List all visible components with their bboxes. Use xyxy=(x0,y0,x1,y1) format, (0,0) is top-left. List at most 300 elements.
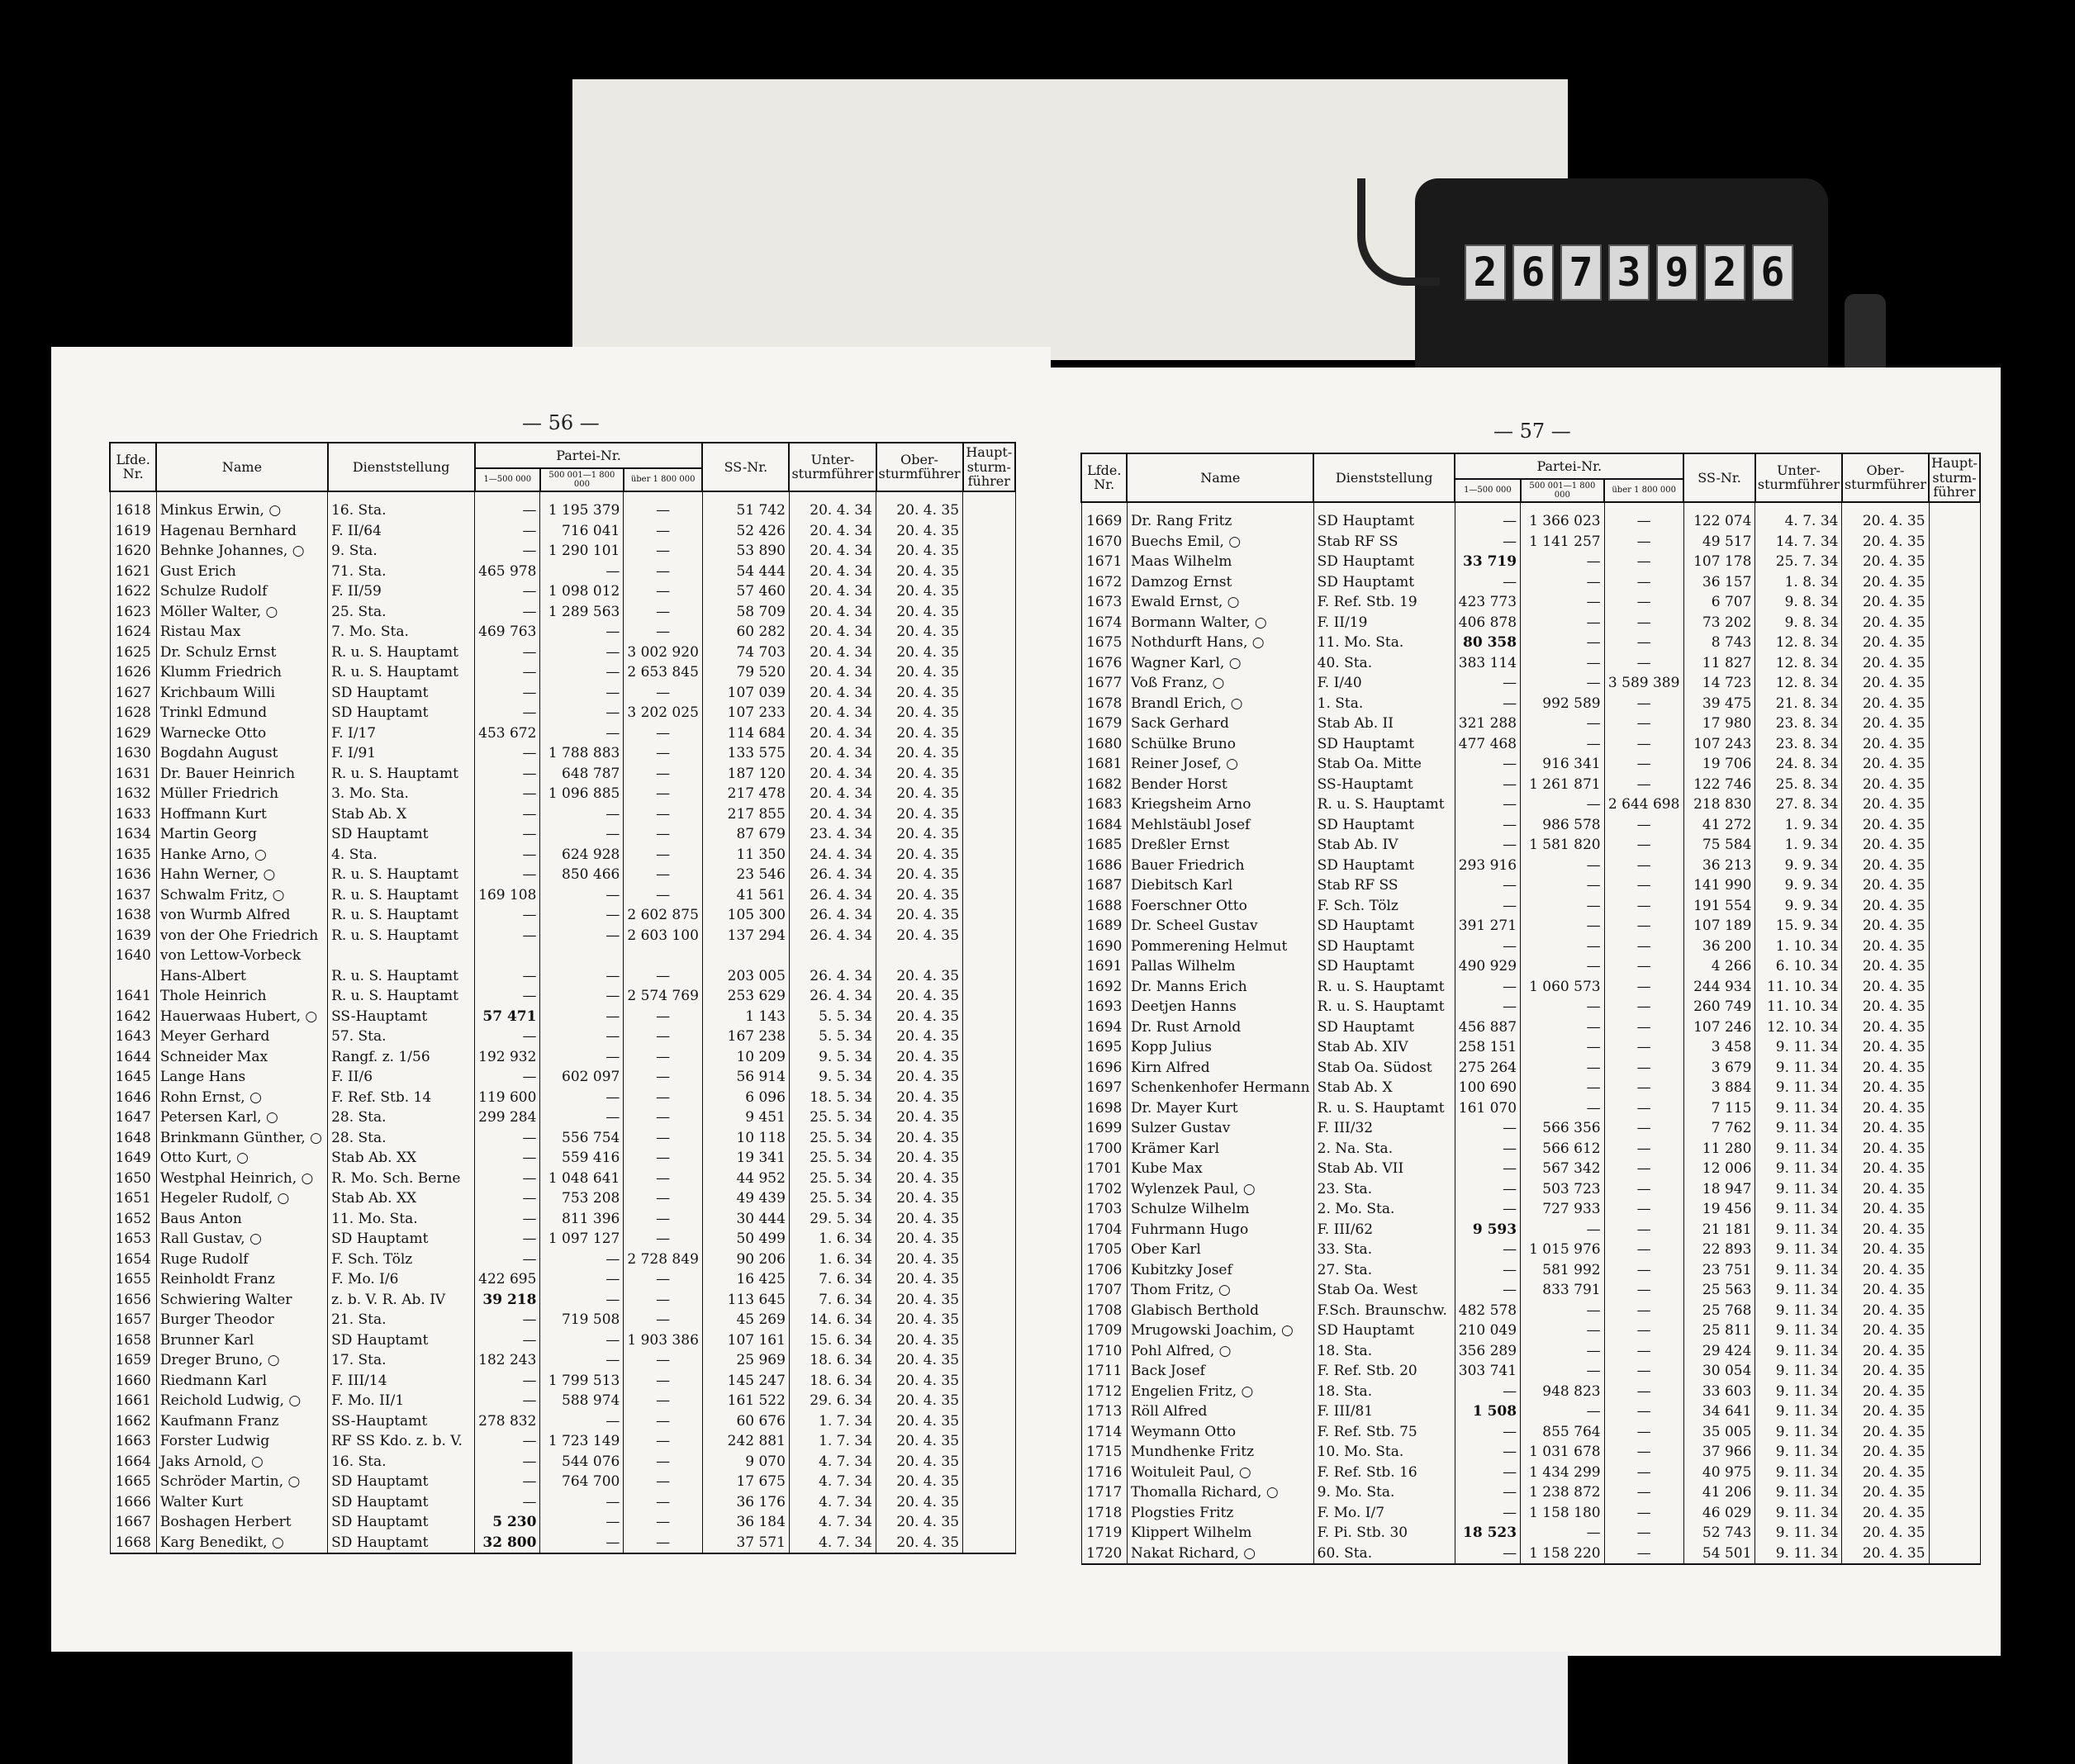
hauptsturmfuehrer-date-cell xyxy=(963,905,1015,926)
partei-nr-2-cell: 916 341 xyxy=(1521,754,1605,775)
dienststellung-cell: R. u. S. Hauptamt xyxy=(1313,794,1455,815)
partei-nr-2-cell: — xyxy=(1521,1078,1605,1098)
hauptsturmfuehrer-date-cell xyxy=(1929,1138,1980,1159)
partei-nr-1-cell: 456 887 xyxy=(1455,1017,1520,1037)
partei-nr-1-cell: 258 151 xyxy=(1455,1037,1520,1058)
name-cell: Kubitzky Josef xyxy=(1127,1259,1313,1280)
dienststellung-cell: SD Hauptamt xyxy=(1313,916,1455,937)
hauptsturmfuehrer-date-cell xyxy=(1929,1017,1980,1037)
name-cell: von der Ohe Friedrich xyxy=(156,925,327,946)
hauptsturmfuehrer-date-cell xyxy=(963,601,1015,622)
name-cell: Dr. Rang Fritz xyxy=(1127,502,1313,532)
table-row xyxy=(1081,733,1980,754)
partei-nr-2-cell: — xyxy=(1521,612,1605,633)
header-lfde-nr: Lfde. Nr. xyxy=(110,443,156,491)
partei-nr-1-cell: 9 593 xyxy=(1455,1219,1520,1240)
lfde-nr-cell: 1671 xyxy=(1081,552,1127,572)
lfde-nr-cell: 1693 xyxy=(1081,997,1127,1017)
untersturmfuehrer-date-cell: 9. 11. 34 xyxy=(1755,1078,1842,1098)
partei-nr-1-cell: 406 878 xyxy=(1455,612,1520,633)
untersturmfuehrer-date-cell: 12. 8. 34 xyxy=(1755,633,1842,653)
hauptsturmfuehrer-date-cell xyxy=(1929,1502,1980,1523)
untersturmfuehrer-date-cell: 9. 11. 34 xyxy=(1755,1482,1842,1503)
partei-nr-3-cell: — xyxy=(1604,1057,1683,1078)
ss-nr-cell: 107 189 xyxy=(1683,916,1755,937)
untersturmfuehrer-date-cell: 7. 6. 34 xyxy=(789,1289,876,1310)
ss-nr-cell: 90 206 xyxy=(702,1249,789,1269)
partei-nr-1-cell: 482 578 xyxy=(1455,1300,1520,1321)
lfde-nr-cell: 1670 xyxy=(1081,531,1127,552)
lfde-nr-cell: 1702 xyxy=(1081,1178,1127,1199)
hauptsturmfuehrer-date-cell xyxy=(963,1006,1015,1027)
hauptsturmfuehrer-date-cell xyxy=(963,1046,1015,1067)
partei-nr-1-cell: — xyxy=(475,703,540,723)
lfde-nr-cell: 1652 xyxy=(110,1208,156,1229)
name-cell: Otto Kurt, ○ xyxy=(156,1148,327,1169)
name-cell: Möller Walter, ○ xyxy=(156,601,327,622)
ss-nr-cell: 18 947 xyxy=(1683,1178,1755,1199)
partei-nr-3-cell: 3 002 920 xyxy=(624,642,703,662)
table-row xyxy=(1081,754,1980,775)
lfde-nr-cell: 1658 xyxy=(110,1330,156,1350)
untersturmfuehrer-date-cell: 4. 7. 34 xyxy=(1755,502,1842,532)
partei-nr-2-cell: — xyxy=(540,1350,624,1371)
hauptsturmfuehrer-date-cell xyxy=(1929,1300,1980,1321)
lfde-nr-cell: 1646 xyxy=(110,1087,156,1107)
partei-nr-3-cell: — xyxy=(1604,916,1683,937)
partei-nr-3-cell: — xyxy=(624,1067,703,1088)
partei-nr-1-cell: 57 471 xyxy=(475,1006,540,1027)
partei-nr-3-cell: — xyxy=(1604,1219,1683,1240)
ss-nr-cell: 75 584 xyxy=(1683,835,1755,856)
obersturmfuehrer-date-cell: 20. 4. 35 xyxy=(1842,1159,1929,1179)
obersturmfuehrer-date-cell: 20. 4. 35 xyxy=(1842,895,1929,916)
hauptsturmfuehrer-date-cell xyxy=(963,1310,1015,1330)
partei-nr-3-cell: — xyxy=(624,561,703,581)
partei-nr-1-cell: 119 600 xyxy=(475,1087,540,1107)
table-row xyxy=(1081,1017,1980,1037)
partei-nr-1-cell: — xyxy=(1455,531,1520,552)
ss-nr-cell: 218 830 xyxy=(1683,794,1755,815)
partei-nr-1-cell: — xyxy=(1455,835,1520,856)
name-cell: Krichbaum Willi xyxy=(156,682,327,703)
hauptsturmfuehrer-date-cell xyxy=(1929,814,1980,835)
ss-nr-cell: 36 213 xyxy=(1683,855,1755,875)
partei-nr-1-cell: — xyxy=(1455,571,1520,592)
partei-nr-2-cell: — xyxy=(1521,592,1605,613)
untersturmfuehrer-date-cell: 23. 8. 34 xyxy=(1755,714,1842,734)
untersturmfuehrer-date-cell: 1. 6. 34 xyxy=(789,1249,876,1269)
counter-digit: 9 xyxy=(1656,244,1698,301)
name-cell: Westphal Heinrich, ○ xyxy=(156,1168,327,1188)
lfde-nr-cell: 1673 xyxy=(1081,592,1127,613)
name-cell: Lange Hans xyxy=(156,1067,327,1088)
lfde-nr-cell: 1694 xyxy=(1081,1017,1127,1037)
partei-nr-1-cell: 321 288 xyxy=(1455,714,1520,734)
partei-nr-1-cell: — xyxy=(475,601,540,622)
name-cell: Schröder Martin, ○ xyxy=(156,1472,327,1492)
ss-nr-cell: 51 742 xyxy=(702,491,789,521)
lfde-nr-cell: 1661 xyxy=(110,1391,156,1411)
table-row xyxy=(110,1067,1015,1088)
partei-nr-3-cell: — xyxy=(624,804,703,824)
partei-nr-2-cell: 1 581 820 xyxy=(1521,835,1605,856)
header-partei-nr: Partei-Nr. xyxy=(1455,453,1683,479)
untersturmfuehrer-date-cell: 9. 11. 34 xyxy=(1755,1502,1842,1523)
name-cell: Thomalla Richard, ○ xyxy=(1127,1482,1313,1503)
lfde-nr-cell: 1664 xyxy=(110,1451,156,1472)
partei-nr-2-cell: — xyxy=(1521,1361,1605,1382)
dienststellung-cell: 18. Sta. xyxy=(1313,1381,1455,1401)
obersturmfuehrer-date-cell: 20. 4. 35 xyxy=(1842,673,1929,694)
partei-nr-3-cell: — xyxy=(624,541,703,562)
partei-nr-2-cell: 1 723 149 xyxy=(540,1431,624,1452)
ss-nr-cell: 253 629 xyxy=(702,986,789,1007)
partei-nr-3-cell: — xyxy=(1604,1138,1683,1159)
partei-nr-3-cell: — xyxy=(1604,733,1683,754)
lfde-nr-cell: 1636 xyxy=(110,865,156,885)
lfde-nr-cell: 1672 xyxy=(1081,571,1127,592)
name-cell: Klumm Friedrich xyxy=(156,662,327,683)
hauptsturmfuehrer-date-cell xyxy=(1929,612,1980,633)
hauptsturmfuehrer-date-cell xyxy=(963,1330,1015,1350)
lfde-nr-cell: 1708 xyxy=(1081,1300,1127,1321)
partei-nr-3-cell: — xyxy=(1604,895,1683,916)
dienststellung-cell: 33. Sta. xyxy=(1313,1240,1455,1260)
table-row xyxy=(1081,612,1980,633)
partei-nr-3-cell: — xyxy=(1604,1037,1683,1058)
table-row xyxy=(1081,1462,1980,1482)
obersturmfuehrer-date-cell: 20. 4. 35 xyxy=(876,784,963,804)
obersturmfuehrer-date-cell: 20. 4. 35 xyxy=(876,520,963,541)
partei-nr-3-cell: — xyxy=(1604,1017,1683,1037)
partei-nr-1-cell: — xyxy=(475,1067,540,1088)
partei-nr-1-cell: — xyxy=(475,763,540,784)
name-cell: Thole Heinrich xyxy=(156,986,327,1007)
untersturmfuehrer-date-cell: 27. 8. 34 xyxy=(1755,794,1842,815)
partei-nr-3-cell: — xyxy=(1604,1259,1683,1280)
lfde-nr-cell: 1669 xyxy=(1081,502,1127,532)
dienststellung-cell: F. Ref. Stb. 20 xyxy=(1313,1361,1455,1382)
partei-nr-1-cell: — xyxy=(1455,1502,1520,1523)
obersturmfuehrer-date-cell: 20. 4. 35 xyxy=(876,1027,963,1047)
dienststellung-cell: F. Mo. I/7 xyxy=(1313,1502,1455,1523)
header-obersturmfuehrer: Ober-sturmführer xyxy=(876,443,963,491)
ss-nr-cell: 19 456 xyxy=(1683,1199,1755,1220)
untersturmfuehrer-date-cell: 26. 4. 34 xyxy=(789,865,876,885)
partei-nr-3-cell: 3 589 389 xyxy=(1604,673,1683,694)
partei-nr-3-cell: — xyxy=(624,844,703,865)
untersturmfuehrer-date-cell: 20. 4. 34 xyxy=(789,662,876,683)
name-cell: Rohn Ernst, ○ xyxy=(156,1087,327,1107)
untersturmfuehrer-date-cell: 18. 6. 34 xyxy=(789,1370,876,1391)
lfde-nr-cell: 1619 xyxy=(110,520,156,541)
hauptsturmfuehrer-date-cell xyxy=(1929,1321,1980,1341)
obersturmfuehrer-date-cell: 20. 4. 35 xyxy=(1842,1118,1929,1139)
obersturmfuehrer-date-cell: 20. 4. 35 xyxy=(1842,1543,1929,1564)
partei-nr-1-cell: — xyxy=(1455,1421,1520,1442)
partei-nr-2-cell: — xyxy=(540,925,624,946)
untersturmfuehrer-date-cell: 20. 4. 34 xyxy=(789,601,876,622)
ss-nr-cell: 25 768 xyxy=(1683,1300,1755,1321)
name-cell: Kirn Alfred xyxy=(1127,1057,1313,1078)
table-row xyxy=(1081,571,1980,592)
header-dienststellung: Dienststellung xyxy=(328,443,475,491)
lfde-nr-cell: 1697 xyxy=(1081,1078,1127,1098)
hauptsturmfuehrer-date-cell xyxy=(963,1431,1015,1452)
table-row xyxy=(1081,1442,1980,1463)
partei-nr-2-cell: 503 723 xyxy=(1521,1178,1605,1199)
ss-nr-cell: 3 458 xyxy=(1683,1037,1755,1058)
partei-nr-2-cell: 1 434 299 xyxy=(1521,1462,1605,1482)
partei-nr-1-cell: — xyxy=(475,925,540,946)
roster-table-left xyxy=(109,442,1016,1554)
partei-nr-3-cell: — xyxy=(1604,1462,1683,1482)
ss-nr-cell: 54 444 xyxy=(702,561,789,581)
partei-nr-2-cell: 1 060 573 xyxy=(1521,976,1605,997)
lfde-nr-cell: 1660 xyxy=(110,1370,156,1391)
partei-nr-2-cell: — xyxy=(540,986,624,1007)
partei-nr-3-cell: — xyxy=(1604,652,1683,673)
name-cell: Bender Horst xyxy=(1127,774,1313,794)
obersturmfuehrer-date-cell: 20. 4. 35 xyxy=(876,1491,963,1512)
name-cell: Hoffmann Kurt xyxy=(156,804,327,824)
table-row xyxy=(1081,875,1980,896)
ss-nr-cell: 161 522 xyxy=(702,1391,789,1411)
dienststellung-cell: SD Hauptamt xyxy=(1313,571,1455,592)
hauptsturmfuehrer-date-cell xyxy=(1929,552,1980,572)
table-row xyxy=(110,1370,1015,1391)
hauptsturmfuehrer-date-cell xyxy=(1929,1361,1980,1382)
partei-nr-1-cell: — xyxy=(1455,774,1520,794)
dienststellung-cell: R. u. S. Hauptamt xyxy=(328,865,475,885)
partei-nr-1-cell: — xyxy=(1455,502,1520,532)
lfde-nr-cell: 1676 xyxy=(1081,652,1127,673)
table-row xyxy=(1081,1381,1980,1401)
name-cell: Mehlstäubl Josef xyxy=(1127,814,1313,835)
table-row xyxy=(1081,1240,1980,1260)
dienststellung-cell xyxy=(328,946,475,966)
table-row xyxy=(110,824,1015,845)
dienststellung-cell: SD Hauptamt xyxy=(1313,814,1455,835)
partei-nr-3-cell: — xyxy=(624,743,703,764)
dienststellung-cell: SD Hauptamt xyxy=(1313,855,1455,875)
dienststellung-cell: F. Mo. I/6 xyxy=(328,1269,475,1290)
name-cell: Kube Max xyxy=(1127,1159,1313,1179)
dienststellung-cell: R. u. S. Hauptamt xyxy=(1313,997,1455,1017)
obersturmfuehrer-date-cell: 20. 4. 35 xyxy=(1842,1381,1929,1401)
lfde-nr-cell: 1684 xyxy=(1081,814,1127,835)
partei-nr-3-cell: 2 728 849 xyxy=(624,1249,703,1269)
hauptsturmfuehrer-date-cell xyxy=(1929,1078,1980,1098)
table-row xyxy=(110,743,1015,764)
obersturmfuehrer-date-cell: 20. 4. 35 xyxy=(876,1431,963,1452)
dienststellung-cell: SD Hauptamt xyxy=(1313,956,1455,977)
obersturmfuehrer-date-cell: 20. 4. 35 xyxy=(1842,1240,1929,1260)
untersturmfuehrer-date-cell: 5. 5. 34 xyxy=(789,1027,876,1047)
name-cell: Kopp Julius xyxy=(1127,1037,1313,1058)
hauptsturmfuehrer-date-cell xyxy=(963,1067,1015,1088)
table-row xyxy=(1081,1543,1980,1564)
hauptsturmfuehrer-date-cell xyxy=(1929,936,1980,956)
table-row xyxy=(110,1087,1015,1107)
table-row xyxy=(110,1330,1015,1350)
name-cell: Schulze Wilhelm xyxy=(1127,1199,1313,1220)
partei-nr-3-cell: — xyxy=(624,491,703,521)
dienststellung-cell: 27. Sta. xyxy=(1313,1259,1455,1280)
table-row xyxy=(110,1491,1015,1512)
partei-nr-1-cell: — xyxy=(475,1491,540,1512)
hauptsturmfuehrer-date-cell xyxy=(1929,1280,1980,1301)
table-row xyxy=(1081,1502,1980,1523)
page-number-left: — 56 — xyxy=(522,411,600,434)
table-row xyxy=(1081,1219,1980,1240)
obersturmfuehrer-date-cell: 20. 4. 35 xyxy=(876,1391,963,1411)
untersturmfuehrer-date-cell: 4. 7. 34 xyxy=(789,1451,876,1472)
table-row xyxy=(1081,502,1980,532)
name-cell: Burger Theodor xyxy=(156,1310,327,1330)
dienststellung-cell: SD Hauptamt xyxy=(328,1532,475,1553)
table-row xyxy=(110,1532,1015,1553)
dienststellung-cell: F. Ref. Stb. 14 xyxy=(328,1087,475,1107)
dienststellung-cell: SS-Hauptamt xyxy=(328,1411,475,1431)
untersturmfuehrer-date-cell: 24. 4. 34 xyxy=(789,844,876,865)
partei-nr-2-cell: — xyxy=(1521,1523,1605,1544)
partei-nr-2-cell: 1 799 513 xyxy=(540,1370,624,1391)
partei-nr-2-cell: — xyxy=(540,884,624,905)
untersturmfuehrer-date-cell: 9. 11. 34 xyxy=(1755,1523,1842,1544)
header-name: Name xyxy=(1127,453,1313,502)
obersturmfuehrer-date-cell: 20. 4. 35 xyxy=(876,965,963,986)
untersturmfuehrer-date-cell: 26. 4. 34 xyxy=(789,905,876,926)
untersturmfuehrer-date-cell: 9. 11. 34 xyxy=(1755,1178,1842,1199)
table-row xyxy=(110,905,1015,926)
untersturmfuehrer-date-cell: 20. 4. 34 xyxy=(789,723,876,743)
name-cell: Maas Wilhelm xyxy=(1127,552,1313,572)
lfde-nr-cell: 1677 xyxy=(1081,673,1127,694)
obersturmfuehrer-date-cell: 20. 4. 35 xyxy=(1842,1098,1929,1118)
name-cell: Schenkenhofer Hermann xyxy=(1127,1078,1313,1098)
dienststellung-cell: 28. Sta. xyxy=(328,1107,475,1128)
partei-nr-2-cell: 1 031 678 xyxy=(1521,1442,1605,1463)
partei-nr-3-cell: — xyxy=(624,1229,703,1250)
partei-nr-2-cell: 1 158 220 xyxy=(1521,1543,1605,1564)
ss-nr-cell: 50 499 xyxy=(702,1229,789,1250)
partei-nr-2-cell: — xyxy=(1521,875,1605,896)
obersturmfuehrer-date-cell: 20. 4. 35 xyxy=(1842,754,1929,775)
partei-nr-1-cell xyxy=(475,946,540,966)
dienststellung-cell: Stab RF SS xyxy=(1313,875,1455,896)
table-row xyxy=(1081,1178,1980,1199)
dienststellung-cell: 17. Sta. xyxy=(328,1350,475,1371)
hauptsturmfuehrer-date-cell xyxy=(963,844,1015,865)
partei-nr-1-cell: — xyxy=(1455,1462,1520,1482)
ss-nr-cell: 107 161 xyxy=(702,1330,789,1350)
name-cell: Dr. Rust Arnold xyxy=(1127,1017,1313,1037)
ss-nr-cell: 137 294 xyxy=(702,925,789,946)
hauptsturmfuehrer-date-cell xyxy=(1929,673,1980,694)
partei-nr-2-cell: — xyxy=(1521,936,1605,956)
partei-nr-3-cell: — xyxy=(624,1006,703,1027)
untersturmfuehrer-date-cell: 9. 9. 34 xyxy=(1755,875,1842,896)
untersturmfuehrer-date-cell: 4. 7. 34 xyxy=(789,1472,876,1492)
partei-nr-3-cell: — xyxy=(1604,956,1683,977)
ss-nr-cell: 19 706 xyxy=(1683,754,1755,775)
ss-nr-cell: 217 478 xyxy=(702,784,789,804)
partei-nr-1-cell: — xyxy=(475,804,540,824)
dienststellung-cell: SD Hauptamt xyxy=(1313,733,1455,754)
partei-nr-1-cell: — xyxy=(1455,814,1520,835)
partei-nr-3-cell: — xyxy=(624,520,703,541)
lfde-nr-cell: 1705 xyxy=(1081,1240,1127,1260)
dienststellung-cell: F. Ref. Stb. 19 xyxy=(1313,592,1455,613)
partei-nr-3-cell: 2 653 845 xyxy=(624,662,703,683)
table-row xyxy=(1081,1078,1980,1098)
table-row xyxy=(1081,1159,1980,1179)
obersturmfuehrer-date-cell: 20. 4. 35 xyxy=(1842,794,1929,815)
partei-nr-1-cell: — xyxy=(1455,1138,1520,1159)
ss-nr-cell: 57 460 xyxy=(702,581,789,602)
partei-nr-2-cell: — xyxy=(540,561,624,581)
dienststellung-cell: F. III/14 xyxy=(328,1370,475,1391)
untersturmfuehrer-date-cell: 1. 9. 34 xyxy=(1755,814,1842,835)
dienststellung-cell: Stab Ab. II xyxy=(1313,714,1455,734)
partei-nr-1-cell: — xyxy=(475,1431,540,1452)
table-row xyxy=(1081,774,1980,794)
dienststellung-cell: 40. Sta. xyxy=(1313,652,1455,673)
name-cell: Schwiering Walter xyxy=(156,1289,327,1310)
table-row xyxy=(110,1127,1015,1148)
obersturmfuehrer-date-cell: 20. 4. 35 xyxy=(876,1330,963,1350)
ss-nr-cell: 58 709 xyxy=(702,601,789,622)
ss-nr-cell: 260 749 xyxy=(1683,997,1755,1017)
hauptsturmfuehrer-date-cell xyxy=(1929,1219,1980,1240)
partei-nr-3-cell: — xyxy=(624,1350,703,1371)
table-row xyxy=(110,1249,1015,1269)
obersturmfuehrer-date-cell: 20. 4. 35 xyxy=(1842,1462,1929,1482)
dienststellung-cell: 23. Sta. xyxy=(1313,1178,1455,1199)
hauptsturmfuehrer-date-cell xyxy=(1929,1381,1980,1401)
dienststellung-cell: F. Mo. II/1 xyxy=(328,1391,475,1411)
lfde-nr-cell: 1682 xyxy=(1081,774,1127,794)
table-row xyxy=(110,946,1015,966)
partei-nr-3-cell: — xyxy=(1604,531,1683,552)
partei-nr-3-cell: 2 644 698 xyxy=(1604,794,1683,815)
name-cell: Riedmann Karl xyxy=(156,1370,327,1391)
dienststellung-cell: RF SS Kdo. z. b. V. xyxy=(328,1431,475,1452)
lfde-nr-cell: 1637 xyxy=(110,884,156,905)
hauptsturmfuehrer-date-cell xyxy=(1929,502,1980,532)
obersturmfuehrer-date-cell: 20. 4. 35 xyxy=(876,824,963,845)
lfde-nr-cell: 1666 xyxy=(110,1491,156,1512)
untersturmfuehrer-date-cell: 20. 4. 34 xyxy=(789,703,876,723)
hauptsturmfuehrer-date-cell xyxy=(963,1107,1015,1128)
lfde-nr-cell: 1689 xyxy=(1081,916,1127,937)
partei-nr-2-cell: — xyxy=(540,1107,624,1128)
ss-nr-cell: 6 707 xyxy=(1683,592,1755,613)
name-cell: Mrugowski Joachim, ○ xyxy=(1127,1321,1313,1341)
header-name: Name xyxy=(156,443,327,491)
dienststellung-cell: F. II/64 xyxy=(328,520,475,541)
partei-nr-3-cell: — xyxy=(624,1107,703,1128)
partei-nr-3-cell: — xyxy=(624,1491,703,1512)
partei-nr-3-cell: — xyxy=(1604,714,1683,734)
dienststellung-cell: R. u. S. Hauptamt xyxy=(328,925,475,946)
partei-nr-2-cell: 1 098 012 xyxy=(540,581,624,602)
obersturmfuehrer-date-cell: 20. 4. 35 xyxy=(876,1310,963,1330)
untersturmfuehrer-date-cell: 20. 4. 34 xyxy=(789,763,876,784)
partei-nr-2-cell: — xyxy=(540,1027,624,1047)
